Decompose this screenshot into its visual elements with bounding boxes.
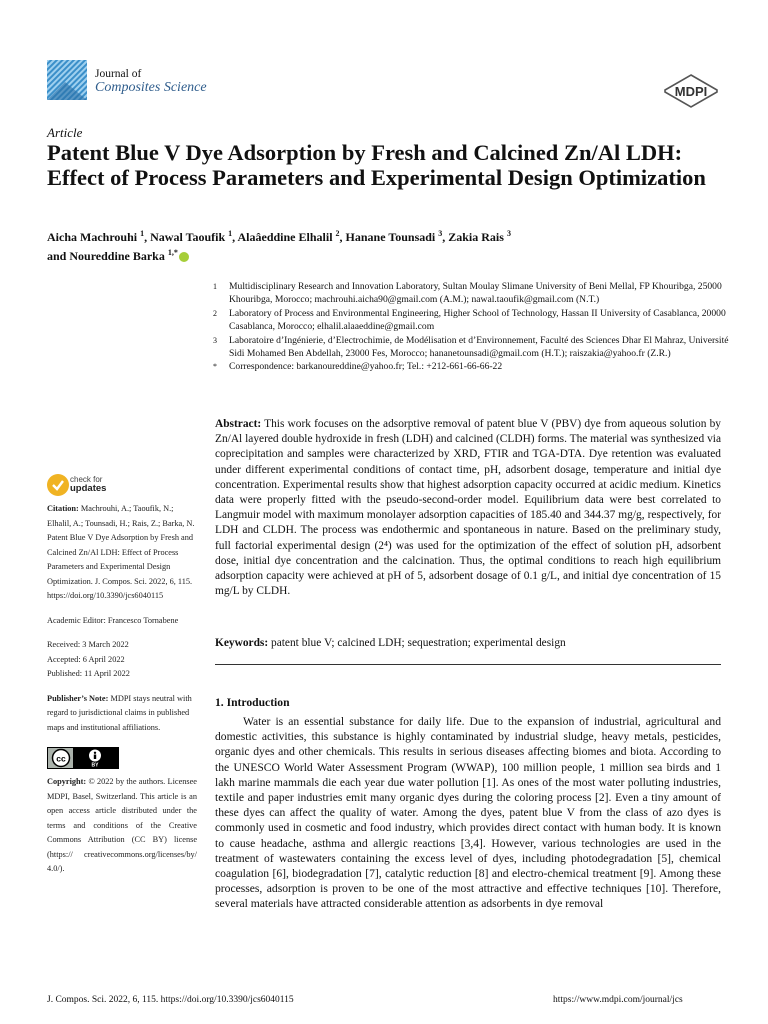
svg-text:cc: cc (56, 753, 66, 764)
abstract (215, 417, 721, 599)
author: Alaâeddine Elhalil $^2$ (237, 229, 340, 244)
cc-badge-text: BY (91, 762, 99, 769)
abstract-text: This work focuses on the adsorptive removal of patent blue V (PBV) dye from aqueous solution by Zn/Al layered double hydroxide in fresh (LDH) and calcined (CLDH) forms. The material was synthesized via coprecipitation and samples were characterized by XRD, FTIR and TGA-DTA. Dye retention was evaluated under different experimental conditions of contact time, pH, adsorbent dosage, temperature and initial dye concentration. Experimental results show that highest adsorption capacity occurred at acidic medium. Kinetics data were properly fitted with the pseudo-second-order model. Equilibrium data were best correlated to Langmuir model with maximum monolayer adsorption capacities of 185.40 and 344.37 mg/g, respectively, for LDH and CLDH. The process was endothermic and spontaneous in nature. Based on the preliminary study, full factorial experimental design (2⁴) was used for the optimization of the effect of solution pH, adsorbent dose, initial dye concentration and the calcination. Thus, the optimal conditions to reach high equilibrium adsorption capacity were achieved at pH of 5, adsorbent dosage of 0.1 g/L, and initial dye concentration of 15 mg/L by CLDH. (215, 418, 721, 598)
author-affiliation-mark: 3 (438, 229, 443, 238)
author-affiliation-mark: 1 (140, 229, 145, 238)
check-updates-line1: check for (70, 475, 103, 484)
mdpi-logo-text: MDPI (674, 84, 708, 99)
keywords (215, 636, 721, 651)
affiliation (213, 280, 733, 307)
footer-citation[interactable]: J. Compos. Sci. 2022, 6, 115. https://doi.org/10.3390/jcs6040115 (47, 995, 294, 1005)
sidebar (47, 502, 197, 877)
mdpi-logo-icon (663, 73, 719, 109)
affiliation-text: Laboratory of Process and Environmental Engineering, Higher School of Technology, Hassan II University of Casablanca, 20000 Casablanca, Morocco; elhalil.alaaeddine@gmail.com (229, 307, 726, 333)
affiliation-mark: * (213, 362, 217, 372)
publisher-note-label: Publisher’s Note: (47, 693, 109, 703)
copyright-text: © 2022 by the authors. Licensee MDPI, Basel, Switzerland. This article is an open access article distributed under the terms and conditions of the Creative Commons Attribution (CC BY) license (https:// creativecommons.org/licenses/by/ 4.0/). (47, 777, 197, 873)
affiliation (213, 334, 733, 361)
affiliation-text: Laboratoire d’Ingénierie, d’Electrochimie, de Modélisation et d’Environnement, Faculté des Sciences Dhar El Mahraz, Université Sidi Mohamed Ben Abdellah, 23000 Fes, Morocco; hananetounsadi@gmail.com (H.T.); raiszakia@yahoo.fr (Z.R.) (229, 334, 729, 360)
affiliation-text: Correspondence: barkanoureddine@yahoo.fr; Tel.: +212-661-66-66-22 (229, 361, 503, 373)
author-affiliation-mark: 1 (228, 229, 233, 238)
journal-name-line1: Journal of (95, 68, 142, 80)
footer-journal-link[interactable]: https://www.mdpi.com/journal/jcs (553, 995, 683, 1005)
author: Noureddine Barka $^{1,*}$ (69, 249, 188, 263)
section-heading: 1. Introduction (215, 696, 290, 709)
author-affiliation-mark: 2 (335, 229, 340, 238)
author-affiliation-mark: 3 (506, 229, 511, 238)
accepted-date: Accepted: 6 April 2022 (47, 654, 125, 664)
check-updates-icon[interactable] (47, 474, 69, 496)
citation-text: Machrouhi, A.; Taoufik, N.; Elhalil, A.; Tounsadi, H.; Rais, Z.; Barka, N. Patent Blue V Dye Adsorption by Fresh and Calcined Zn/Al LDH: Effect of Process Parameters and Experimental Design Optimization. J. Compos. Sci. 2022, 6, 115. https://doi.org/10.3390/jcs6040115 (47, 504, 195, 600)
citation (47, 502, 197, 604)
author-list: Aicha Machrouhi $^1$, Nawal Taoufik $^1$, Alaâeddine Elhalil $^2$, Hanane Tounsadi $^3$, Zakia Rais $^3$ and Noureddine Barka $^{1,*}$ (47, 229, 511, 263)
affiliation-mark: 2 (213, 308, 217, 318)
author: Hanane Tounsadi $^3$ (345, 229, 443, 244)
journal-name-line2: Composites Science (95, 80, 207, 95)
journal-logo-icon (47, 60, 87, 100)
academic-editor: Academic Editor: Francesco Tornabene (47, 615, 179, 625)
author: Nawal Taoufik $^1$ (150, 229, 233, 244)
affiliation (213, 360, 733, 373)
divider (215, 664, 721, 665)
copyright-label: Copyright: (47, 777, 87, 786)
cc-by-license-icon[interactable] (47, 747, 119, 769)
affiliation-text: Multidisciplinary Research and Innovation Laboratory, Sultan Moulay Slimane University of Beni Mellal, FP Khouribga, 25000 Khouribga, Morocco; machrouhi.aicha90@gmail.com (A.M.); nawal.taoufik@gmail.com (N.T.) (229, 281, 722, 306)
abstract-label: Abstract: (215, 418, 262, 430)
copyright (47, 775, 197, 877)
published-date: Published: 11 April 2022 (47, 669, 130, 678)
author: Zakia Rais $^3$ (448, 229, 511, 244)
publisher-note-text: MDPI stays neutral with regard to jurisdictional claims in published maps and institutional affiliations. (47, 693, 192, 732)
keywords-text: patent blue V; calcined LDH; sequestration; experimental design (271, 637, 566, 649)
affiliation-mark: 3 (213, 335, 217, 345)
affiliations (213, 280, 733, 374)
affiliation (213, 307, 733, 334)
check-updates-line2: updates (70, 483, 107, 494)
publisher-note (47, 692, 197, 736)
introduction-paragraph: Water is an essential substance for daily life. Due to the expansion of industrial, agricultural and domestic activities, this substance is highly contaminated by industrial sludge, heavy metals, pesticides, organic dyes and other chemicals. This results in serious diseases affecting biomes and biota. According to the UNESCO World Water Assessment Program (WWAP), 100 million people, 1 million sea birds and 1 lakh marine mammals die each year due water pollution [1]. As ones of the most water polluting industries, textile and paper industries emit many organic dyes during the coloring process [2]. Even a tiny amount of these dyes can affect the quality of water. Among the dyes, patent blue V from the class of azo dyes is commonly used in cosmetic and food industry, which provides direct contact with human body. It is known to cause headache, asthma and allergic reactions [3,4]. However, various technologies are used in the treatment of wastewaters containing the excess level of dyes, including photodegradation [5], chemical coagulation [6], biodegradation [7], catalytic reduction [8] and electro-chemical treatment [9]. Among these processes, adsorption is proven to be one of the most attractive and effective techniques [10]. Therefore, several materials have attracted considerable attention as adsorbents in dye removal (215, 715, 721, 911)
journal-name (95, 67, 207, 95)
article-type: Article (47, 125, 83, 140)
keywords-label: Keywords: (215, 637, 269, 649)
author: Aicha Machrouhi $^1$ (47, 229, 145, 244)
orcid-icon[interactable] (179, 252, 189, 262)
dates (47, 638, 197, 682)
check-for-updates[interactable] (70, 475, 106, 493)
affiliation-mark: 1 (213, 282, 217, 291)
article-title: Patent Blue V Dye Adsorption by Fresh and Calcined Zn/Al LDH: Effect of Process Parameters and Experimental Design Optimization (47, 140, 706, 190)
author-affiliation-mark: 1,* (167, 248, 178, 257)
citation-label: Citation: (47, 504, 79, 513)
received-date: Received: 3 March 2022 (47, 640, 129, 649)
